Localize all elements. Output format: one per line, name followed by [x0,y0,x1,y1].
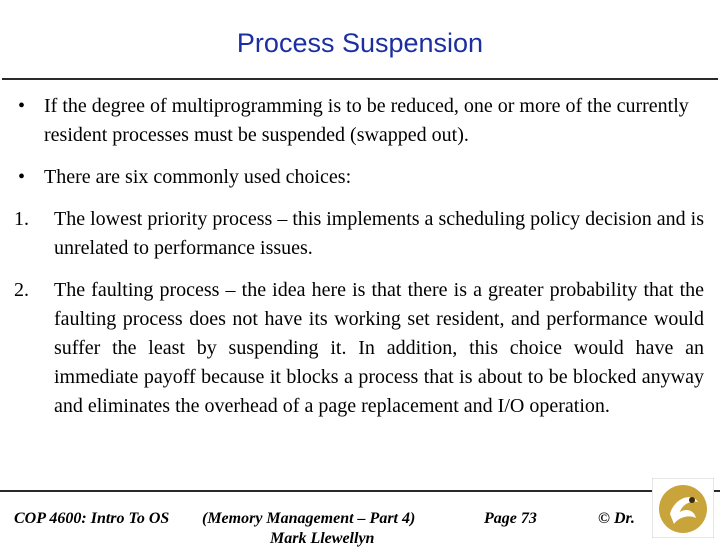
bullet-marker: • [18,95,26,117]
bullet-item [14,163,704,192]
footer-topic: (Memory Management – Part 4) [202,510,416,527]
title-area [2,2,718,80]
footer-course: COP 4600: Intro To OS [14,510,170,527]
bullet-text: There are six commonly used choices: [44,166,352,188]
slide-title: Process Suspension [236,28,484,58]
footer-divider [0,490,720,492]
slide-body [14,92,704,434]
number-marker: 1. [14,208,29,230]
bullet-marker: • [18,166,26,188]
bullet-text: If the degree of multiprogramming is to be reduced, one or more of the currently resident processes must be suspended (swapped out). [44,95,689,146]
university-logo-icon [652,478,714,538]
numbered-text: The lowest priority process – this implements a scheduling policy decision and is unrelated to performance issues. [54,208,704,259]
footer-author: Mark Llewellyn [270,530,375,547]
footer-page: Page 73 [484,510,537,527]
footer-copyright: © Dr. [598,510,635,527]
numbered-item [14,205,704,263]
number-marker: 2. [14,279,29,301]
bullet-item [14,92,704,150]
numbered-text: The faulting process – the idea here is that there is a greater probability that the faulting process does not have its working set resident, and performance would suffer the least by suspending it. In addition, this choice would have an immediate payoff because it blocks a process that is about to be blocked anyway and eliminates the overhead of a page replacement and I/O operation. [54,279,704,417]
numbered-item [14,276,704,421]
